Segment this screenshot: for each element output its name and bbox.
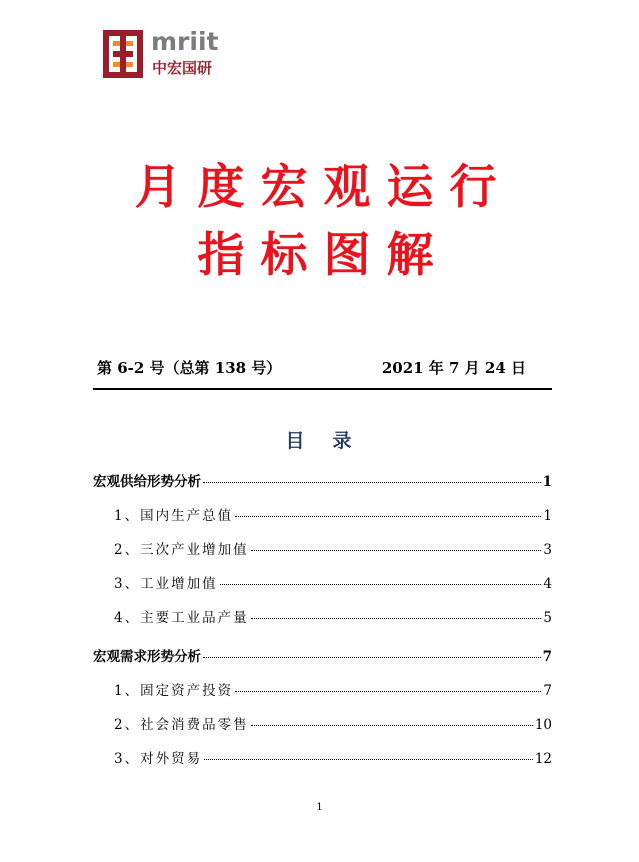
toc-leader-dots bbox=[203, 657, 541, 658]
report-title-line-2: 指标图解 bbox=[197, 228, 450, 283]
toc-entry[interactable] bbox=[93, 713, 552, 733]
toc-entry-label: 3、工业增加值 bbox=[114, 576, 218, 592]
header-divider bbox=[93, 388, 552, 390]
toc-entry-label: 宏观供给形势分析 bbox=[93, 474, 201, 490]
toc-entry[interactable] bbox=[93, 747, 552, 767]
toc-section-supply[interactable] bbox=[93, 470, 552, 490]
toc-title: 目录 bbox=[285, 430, 380, 452]
toc-leader-dots bbox=[251, 550, 542, 551]
toc-entry-page: 1 bbox=[542, 474, 552, 490]
toc-entry-label: 2、社会消费品零售 bbox=[114, 717, 249, 733]
toc-leader-dots bbox=[251, 618, 542, 619]
toc-entry-page: 5 bbox=[543, 610, 552, 626]
toc-entry-label: 4、主要工业品产量 bbox=[114, 610, 249, 626]
toc-entry[interactable] bbox=[93, 504, 552, 524]
toc-section-demand[interactable] bbox=[93, 645, 552, 665]
issue-number: 第 6-2 号（总第 138 号） bbox=[97, 359, 282, 377]
toc-entry[interactable] bbox=[93, 572, 552, 592]
logo-text-en: mriit bbox=[151, 27, 219, 56]
logo-text-cn: 中宏国研 bbox=[152, 59, 213, 77]
toc-entry-page: 4 bbox=[543, 576, 552, 592]
issue-date: 2021 年 7 月 24 日 bbox=[381, 359, 526, 377]
toc-entry-label: 3、对外贸易 bbox=[114, 751, 203, 767]
toc-entry-page: 7 bbox=[543, 683, 552, 699]
toc-leader-dots bbox=[204, 759, 533, 760]
toc-entry-page: 7 bbox=[542, 649, 552, 665]
toc-leader-dots bbox=[235, 691, 541, 692]
toc-leader-dots bbox=[220, 584, 542, 585]
logo-mark-icon bbox=[103, 30, 143, 78]
toc-leader-dots bbox=[203, 482, 541, 483]
toc-entry-label: 宏观需求形势分析 bbox=[93, 649, 201, 665]
toc-entry-label: 1、国内生产总值 bbox=[114, 508, 234, 524]
toc-entry-page: 3 bbox=[543, 542, 552, 558]
toc-entry[interactable] bbox=[93, 538, 552, 558]
toc-entry-label: 2、三次产业增加值 bbox=[114, 542, 249, 558]
toc-entry-page: 10 bbox=[534, 717, 552, 733]
report-title-line-1: 月度宏观运行 bbox=[134, 160, 513, 215]
toc-leader-dots bbox=[251, 725, 533, 726]
page-number: 1 bbox=[316, 802, 323, 813]
table-of-contents bbox=[93, 470, 552, 767]
toc-entry-page: 1 bbox=[543, 508, 552, 524]
toc-leader-dots bbox=[235, 516, 541, 517]
toc-entry-label: 1、固定资产投资 bbox=[114, 683, 234, 699]
brand-logo bbox=[103, 28, 233, 80]
toc-entry-page: 12 bbox=[534, 751, 552, 767]
toc-entry[interactable] bbox=[93, 679, 552, 699]
toc-entry[interactable] bbox=[93, 606, 552, 626]
